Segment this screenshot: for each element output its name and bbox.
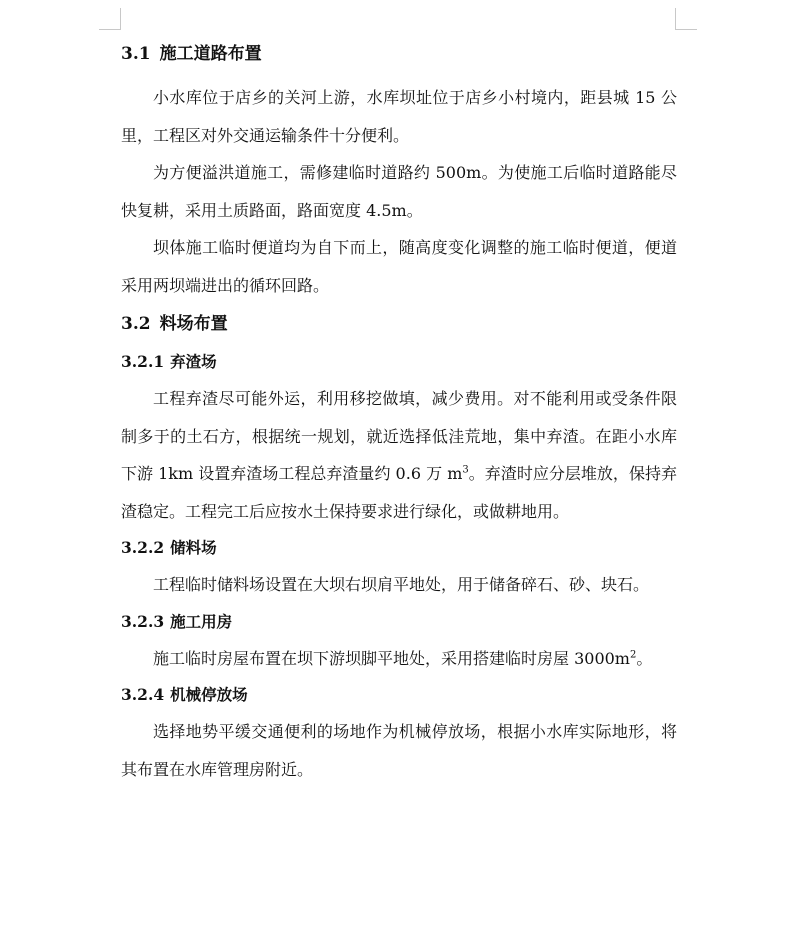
paragraph: 施工临时房屋布置在坝下游坝脚平地处，采用搭建临时房屋 $3000m^2$。	[153, 648, 653, 668]
paragraph: 小水库位于店乡的关河上游，水库坝址位于店乡小村境内，距县城 15 公里，工程区对外交通运输条件十分便利。	[121, 88, 677, 145]
section-heading-3-2	[121, 306, 677, 342]
subsection-number: 3.2.2	[121, 538, 165, 557]
subsection-title: 机械停放场	[170, 685, 248, 704]
paragraph: 工程临时储料场设置在大坝右坝肩平地处，用于储备碎石、砂、块石。	[153, 575, 650, 594]
crop-mark-top-right	[675, 8, 697, 30]
subsection-title: 储料场	[170, 538, 217, 557]
superscript: 3	[462, 464, 469, 476]
section-number: 3.2	[121, 314, 151, 334]
subsection-heading-3-2-2	[121, 530, 677, 566]
subsection-number: 3.2.4	[121, 685, 165, 704]
subsection-number: 3.2.1	[121, 352, 165, 371]
subsection-title: 弃渣场	[170, 352, 217, 371]
paragraph: 选择地势平缓交通便利的场地作为机械停放场，根据小水库实际地形，将其布置在水库管理房附近。	[121, 722, 677, 779]
subsection-title: 施工用房	[170, 611, 233, 631]
section-number: 3.1	[121, 44, 151, 64]
paragraph: 工程弃渣尽可能外运，利用移挖做填，减少费用。对不能利用或受条件限制多于的土石方，根据统一规划，就近选择低洼荒地，集中弃渣。在距小水库下游 1km 设置弃渣场工程总弃渣量约 0.6 万 $m^3$。弃渣时应分层堆放，保持弃渣稳定。工程完工后应按水土保持要求进行绿化，或做耕地用。	[121, 389, 677, 521]
document-body	[121, 36, 677, 788]
section-title: 料场布置	[159, 314, 228, 334]
subsection-heading-3-2-1	[121, 344, 677, 380]
section-title: 施工道路布置	[159, 44, 262, 64]
subsection-heading-3-2-4	[121, 677, 677, 713]
paragraph: 为方便溢洪道施工，需修建临时道路约 500m。为使施工后临时道路能尽快复耕，采用土质路面，路面宽度 4.5m。	[121, 163, 677, 220]
paragraph: 坝体施工临时便道均为自下而上，随高度变化调整的施工临时便道，便道采用两坝端进出的循环回路。	[121, 238, 677, 295]
subsection-number: 3.2.3	[121, 611, 165, 631]
subsection-heading-3-2-3	[121, 604, 677, 640]
crop-mark-top-left	[99, 8, 121, 30]
section-heading-3-1	[121, 36, 677, 72]
superscript: 2	[629, 649, 637, 661]
